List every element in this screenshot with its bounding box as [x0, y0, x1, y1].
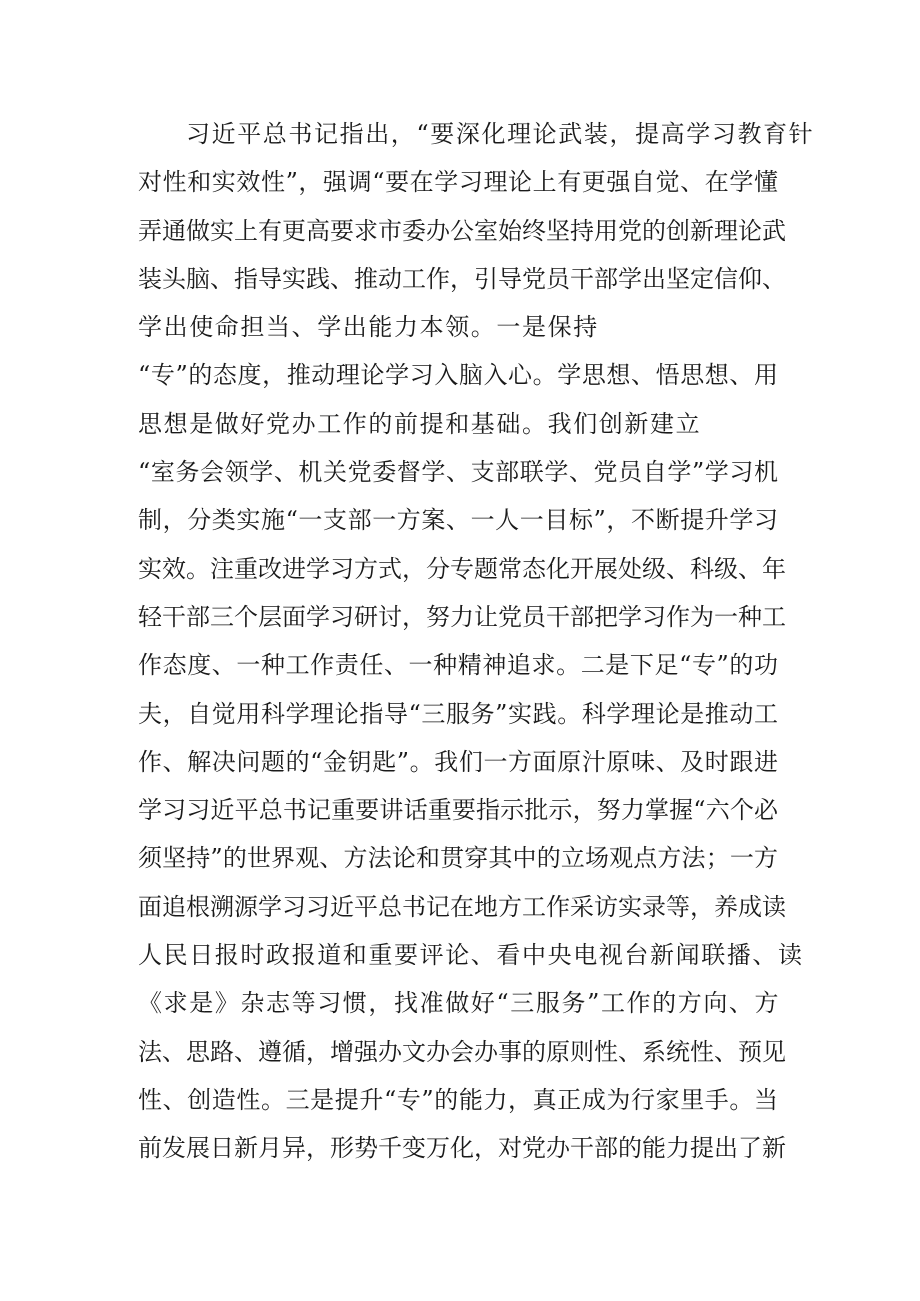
text-line: 装头脑、指导实践、推动工作，引导党员干部学出坚定信仰、: [138, 264, 786, 293]
text-line: 法、思路、遵循，增强办文办会办事的原则性、系统性、预见: [138, 1037, 786, 1066]
text-line: “专”的态度，推动理论学习入脑入心。学思想、悟思想、用: [138, 361, 778, 390]
text-line: 学出使命担当、学出能力本领。一是保持: [138, 313, 599, 342]
text-line: 须坚持”的世界观、方法论和贯穿其中的立场观点方法；一方: [138, 844, 778, 873]
text-line: 面追根溯源学习习近平总书记在地方工作采访实录等，养成读: [138, 892, 786, 921]
text-line: 前发展日新月异，形势千变万化，对党办干部的能力提出了新: [138, 1134, 786, 1163]
text-line: 人民日报时政报道和重要评论、看中央电视台新闻联播、读: [138, 941, 804, 970]
text-line: 学习习近平总书记重要讲话重要指示批示，努力掌握“六个必: [138, 796, 778, 825]
text-line: 性、创造性。三是提升“专”的能力，真正成为行家里手。当: [138, 1085, 778, 1114]
text-line: 对性和实效性”，强调“要在学习理论上有更强自觉、在学懂: [138, 168, 778, 197]
text-line: 作态度、一种工作责任、一种精神追求。二是下足“专”的功: [138, 651, 778, 680]
text-line: 弄通做实上有更高要求市委办公室始终坚持用党的创新理论武: [138, 216, 786, 245]
text-line: 夫，自觉用科学理论指导“三服务”实践。科学理论是推动工: [138, 699, 778, 728]
text-line: 思想是做好党办工作的前提和基础。我们创新建立: [138, 409, 702, 438]
text-line: 实效。注重改进学习方式，分专题常态化开展处级、科级、年: [138, 554, 786, 583]
document-body: [138, 110, 815, 1173]
text-line: 习近平总书记指出，“要深化理论武装，提高学习教育针: [186, 120, 815, 148]
text-line: “室务会领学、机关党委督学、支部联学、党员自学”学习机: [138, 458, 778, 487]
text-line: 《求是》杂志等习惯，找准做好“三服务”工作的方向、方: [138, 989, 781, 1018]
text-line: 作、解决问题的“金钥匙”。我们一方面原汁原味、及时跟进: [138, 747, 778, 776]
text-line: 轻干部三个层面学习研讨，努力让党员干部把学习作为一种工: [138, 602, 786, 631]
text-line: 制，分类实施“一支部一方案、一人一目标”，不断提升学习: [138, 506, 778, 535]
